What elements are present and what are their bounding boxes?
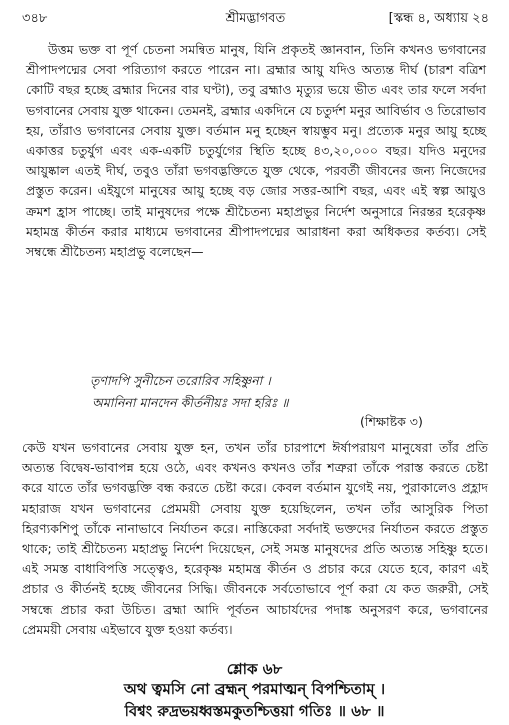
page-number: ৩৪৮	[22, 11, 48, 26]
page-header	[22, 9, 489, 29]
shloka-line-1: অথ ত্বমসি নো ব্রহ্মন্ পরমাত্মন্ বিপশ্চিতাম্ ।	[123, 680, 386, 698]
chapter-reference: [স্কন্ধ ৪, অধ্যায় ২৪	[388, 11, 489, 26]
purport-paragraph-1: উত্তম ভক্ত বা পূর্ণ চেতনা সমন্বিত মানুষ, যিনি প্রকৃতই জ্ঞানবান, তিনি কখনও ভগবানের শ্রীপাদপদ্মের সেবা পরিত্যাগ করতে পারেন না। ব্রহ্মার আয়ু যদিও অত্যন্ত দীর্ঘ (চারশ বত্রিশ কোটি বছর হচ্ছে ব্রহ্মার দিনের বার ঘণ্টা), তবু ব্রহ্মাও মৃত্যুর ভয়ে ভীত এবং তার ফলে সর্বদা ভগবানের সেবায় যুক্ত থাকেন। তেমনই, ব্রহ্মার একদিনে যে চতুর্দশ মনুর আবির্ভাব ও তিরোভাব হয়, তাঁরাও ভগবানের সেবায় যুক্ত। বর্তমান মনু হচ্ছেন স্বায়ম্ভুব মনু। প্রত্যেক মনুর আয়ু হচ্ছে একাত্তর চতুর্যুগ এবং এক-একটি চতুর্যুগের স্থিতি হচ্ছে ৪৩,২০,০০০ বছর। যদিও মনুদের আয়ুষ্কাল এতই দীর্ঘ, তবুও তাঁরা ভগবদ্ভক্তিতে যুক্ত থেকে, পরবর্তী জীবনের জন্য নিজেদের প্রস্তুত করেন। এইযুগে মানুষের আয়ু হচ্ছে বড় জোর সত্তর-আশি বছর, এবং এই স্বল্প আয়ুও ক্রমশ হ্রাস পাচ্ছে। তাই মানুষদের পক্ষে শ্রীচৈতন্য মহাপ্রভুর নির্দেশ অনুসারে নিরন্তর হরেকৃষ্ণ মহামন্ত্র কীর্তন করার মাধ্যমে ভগবানের শ্রীপাদপদ্মের আরাধনা করা অধিকতর কর্তব্য। সেই সম্বন্ধে শ্রীচৈতন্য মহাপ্রভু বলেছেন—	[26, 42, 486, 260]
book-title: শ্রীমদ্ভাগবত	[225, 11, 286, 26]
shloka-line-2: বিশ্বং রুদ্রভয়ধ্বস্তমকুতশ্চিত্তয়া গতিঃ ॥ ৬৮ ॥	[124, 702, 385, 720]
shloka-heading: শ্লোক ৬৮	[226, 660, 283, 678]
quoted-verse-line-1: তৃণাদপি সুনীচেন তরোরিব সহিষ্ণুনা ।	[90, 373, 271, 388]
purport-paragraph-2: কেউ যখন ভগবানের সেবায় যুক্ত হন, তখন তাঁর চারপাশে ঈর্ষাপরায়ণ মানুষেরা তাঁর প্রতি অত্যন্ত বিদ্বেষ-ভাবাপন্ন হয়ে ওঠে, এবং কখনও কখনও তাঁর শত্রুরা তাঁকে পরাস্ত করতে চেষ্টা করে যাতে তাঁর ভগবদ্ভক্তি বন্ধ করতে চেষ্টা করে। কেবল বর্তমান যুগেই নয়, পুরাকালেও প্রহ্লাদ মহারাজ যখন ভগবানের প্রেমময়ী সেবায় যুক্ত হয়েছিলেন, তখন তাঁর আসুরিক পিতা হিরণ্যকশিপু তাঁকে নানাভাবে নির্যাতন করে। নাস্তিকেরা সর্বদাই ভক্তদের নির্যাতন করতে প্রস্তুত থাকে; তাই শ্রীচৈতন্য মহাপ্রভু নির্দেশ দিয়েছেন, সেই সমস্ত মানুষদের প্রতি অত্যন্ত সহিষ্ণু হতে। এই সমস্ত বাধাবিপত্তি সত্ত্বেও, হরেকৃষ্ণ মহামন্ত্র কীর্তন ও প্রচার করে যেতে হবে, কারণ এই প্রচার ও কীর্তনই হচ্ছে জীবনের সিদ্ধি। জীবনকে সর্বতোভাবে পূর্ণ করা যে কত জরুরী, সেই সম্বন্ধে প্রচার করা উচিত। ব্রহ্মা আদি পূর্বতন আচার্যদের পদাঙ্ক অনুসরণ করে, ভগবানের প্রেমময়ী সেবায় এইভাবে যুক্ত হওয়া কর্তব্য।	[22, 440, 488, 637]
verse-citation: (শিক্ষাষ্টক ৩)	[360, 414, 423, 429]
quoted-verse-line-2: অমানিনা মানদেন কীর্তনীয়ঃ সদা হরিঃ ॥	[92, 395, 289, 410]
